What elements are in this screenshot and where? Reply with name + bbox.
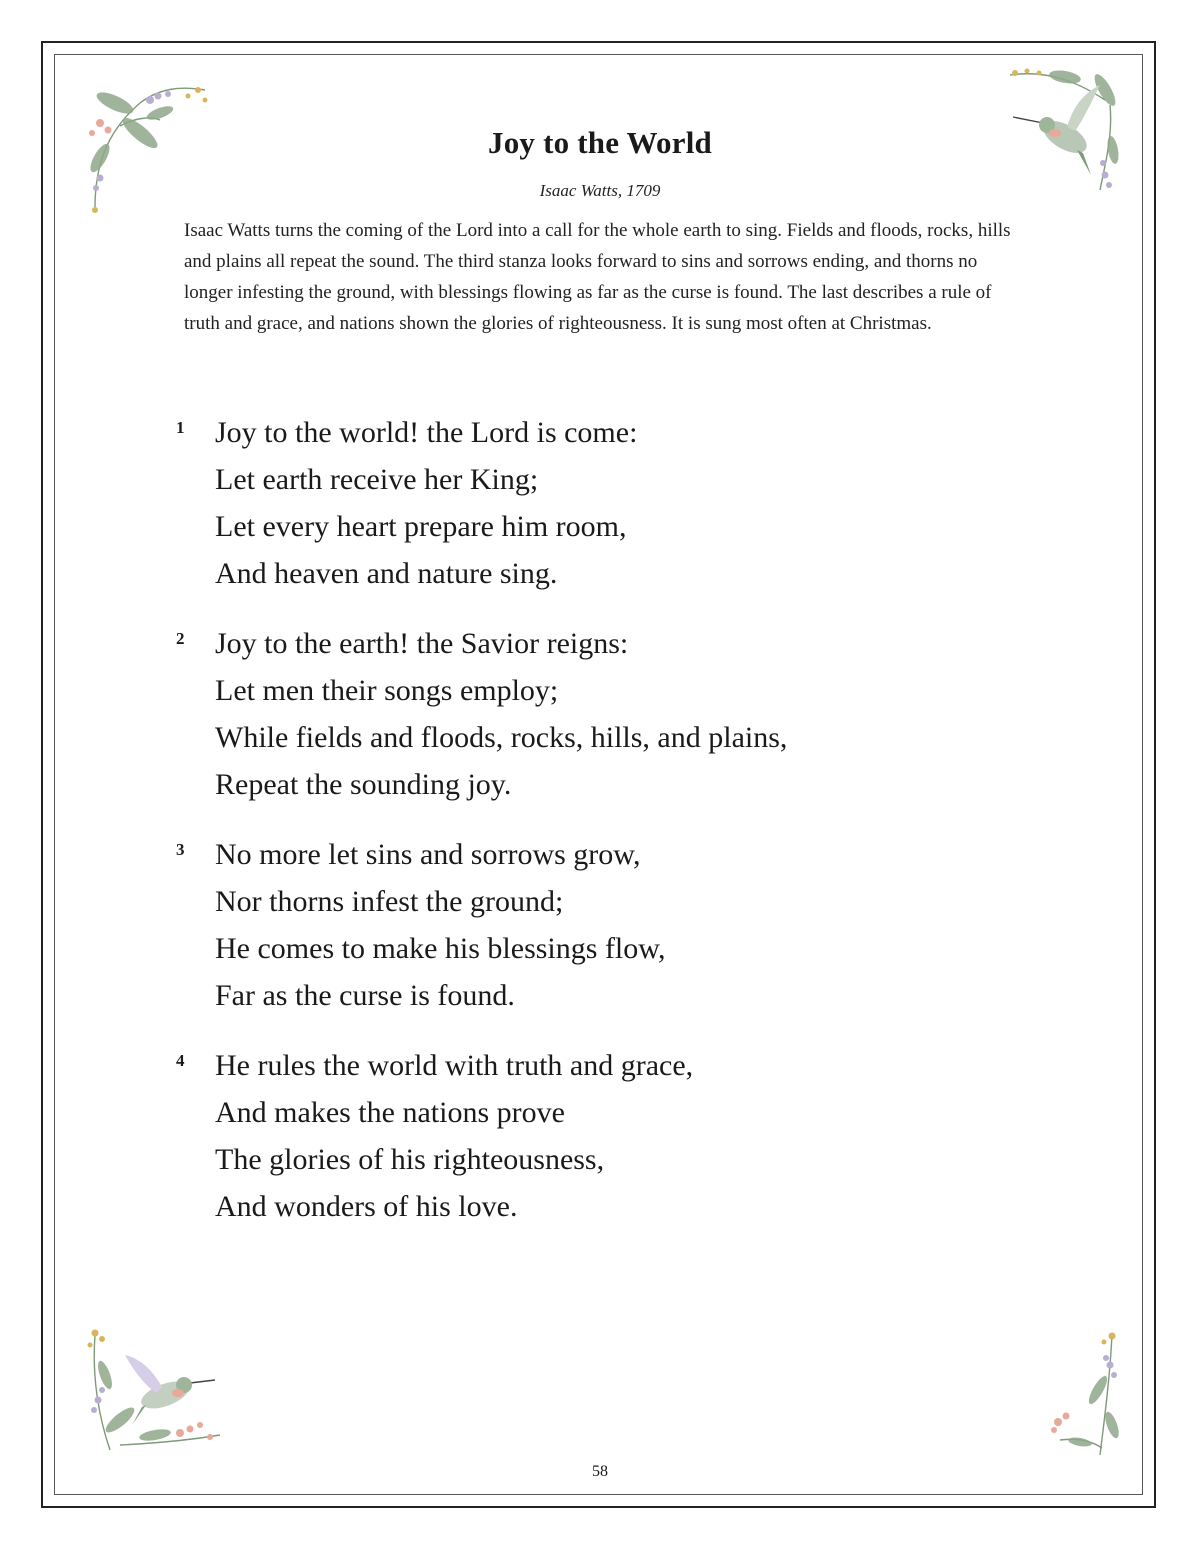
stanza-line: The glories of his righteousness, xyxy=(215,1143,605,1176)
stanza-line: No more let sins and sorrows grow, xyxy=(215,838,641,871)
stanza-line: Let earth receive her King; xyxy=(215,463,539,496)
stanza-line: He comes to make his blessings flow, xyxy=(215,932,666,965)
stanza-line: Let every heart prepare him room, xyxy=(215,510,627,543)
hymn-title: Joy to the World xyxy=(488,125,712,160)
stanza-line: Repeat the sounding joy. xyxy=(215,768,512,801)
stanza-number: 1 xyxy=(176,418,185,437)
hymn-author: Isaac Watts, 1709 xyxy=(539,181,661,200)
hummingbird-floral-icon xyxy=(80,1325,230,1460)
stanza-line: Joy to the earth! the Savior reigns: xyxy=(215,627,629,660)
hymn-introduction: Isaac Watts turns the coming of the Lord into a call for the whole earth to sing. Fields and floods, rocks, hills and plains all repeat the sound. The third stanza looks forward to sins and sorrows ending, and thorns no longer infesting the ground, with blessings flowing as far as the curse is found. The last describes a rule of truth and grace, and nations shown the glories of righteousness. It is sung most often at Christmas. xyxy=(184,220,1011,334)
stanza-line: Nor thorns infest the ground; xyxy=(215,885,564,918)
stanza-number: 4 xyxy=(176,1051,185,1070)
floral-corner-icon xyxy=(1040,1330,1125,1460)
stanza-line: While fields and floods, rocks, hills, and plains, xyxy=(215,721,788,754)
stanza-line: Let men their songs employ; xyxy=(215,674,559,707)
stanza-line: And makes the nations prove xyxy=(215,1096,565,1129)
page-number: 58 xyxy=(592,1463,608,1480)
stanza-line: And heaven and nature sing. xyxy=(215,557,558,590)
stanza-line: He rules the world with truth and grace, xyxy=(215,1049,694,1082)
stanza-number: 2 xyxy=(176,629,185,648)
stanza-line: Joy to the world! the Lord is come: xyxy=(215,416,638,449)
stanza-line: Far as the curse is found. xyxy=(215,979,515,1012)
stanza-line: And wonders of his love. xyxy=(215,1190,518,1223)
stanza-number: 3 xyxy=(176,840,185,859)
